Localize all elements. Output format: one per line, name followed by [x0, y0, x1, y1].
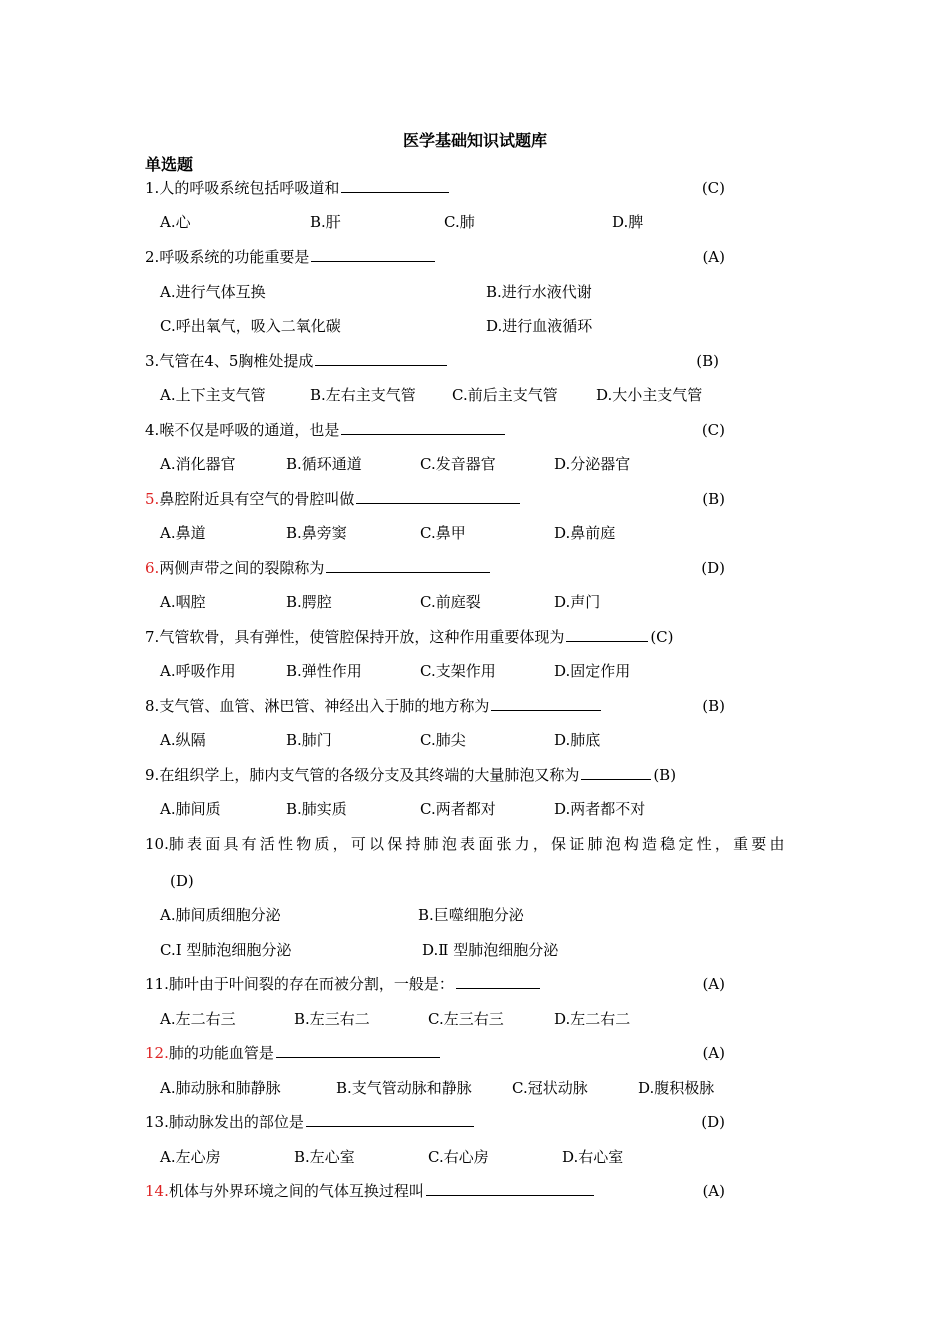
- question-text: 人的呼吸系统包括呼吸道和: [159, 179, 340, 197]
- question-number: 9.: [145, 766, 160, 784]
- answer-blank: [311, 247, 435, 262]
- answer-blank: [356, 489, 520, 504]
- answer-key: (D): [701, 559, 725, 577]
- option-d: D.脾: [612, 213, 644, 231]
- question-number: 11.: [145, 975, 169, 993]
- question-text: 肺的功能血管是: [168, 1044, 274, 1062]
- option-c: C.鼻甲: [420, 524, 466, 542]
- option-a: A.左心房: [160, 1148, 221, 1166]
- answer-key-10: (D): [170, 872, 194, 890]
- question-8: [145, 694, 725, 718]
- answer-key: (D): [701, 1113, 725, 1131]
- answer-blank: [566, 627, 648, 642]
- option-c: C.冠状动脉: [512, 1079, 588, 1097]
- option-d: D.大小主支气管: [596, 386, 703, 404]
- option-d: D.左二右二: [554, 1010, 631, 1028]
- option-b: B.肺实质: [286, 800, 347, 818]
- question-3: [145, 349, 725, 373]
- question-5: [145, 487, 725, 511]
- option-c: C.两者都对: [420, 800, 496, 818]
- option-d: D.两者都不对: [554, 800, 646, 818]
- question-12: [145, 1041, 725, 1065]
- section-heading: 单选题: [145, 155, 194, 174]
- option-d: D.固定作用: [554, 662, 631, 680]
- answer-key: (A): [702, 248, 725, 266]
- question-number: 7.: [145, 628, 160, 646]
- question-text: 气管在4、5胸椎处提成: [159, 352, 314, 370]
- option-a: A.进行气体互换: [160, 283, 266, 301]
- option-c: C.发音器官: [420, 455, 496, 473]
- option-b: B.肝: [310, 213, 341, 231]
- option-d: D.腹积极脉: [638, 1079, 715, 1097]
- option-c: C.右心房: [428, 1148, 489, 1166]
- question-13: [145, 1110, 725, 1134]
- question-9: [145, 763, 725, 787]
- option-c: C.前后主支气管: [452, 386, 558, 404]
- question-text: 肺叶由于叶间裂的存在而被分割，一般是：: [168, 975, 454, 993]
- answer-key: (A): [702, 975, 725, 993]
- question-text: 机体与外界环境之间的气体互换过程叫: [168, 1182, 424, 1200]
- question-number: 2.: [145, 248, 160, 266]
- option-c: C.呼出氧气，吸入二氧化碳: [160, 317, 341, 335]
- option-d: D.鼻前庭: [554, 524, 616, 542]
- answer-blank: [306, 1112, 474, 1127]
- answer-blank: [426, 1181, 594, 1196]
- option-a: A.咽腔: [160, 593, 206, 611]
- question-number: 6.: [145, 559, 160, 577]
- option-c: C.肺: [444, 213, 475, 231]
- option-a: A.肺间质细胞分泌: [160, 906, 281, 924]
- question-14: [145, 1179, 725, 1203]
- option-d: D.肺底: [554, 731, 601, 749]
- document-title: 医学基础知识试题库: [402, 131, 547, 150]
- question-6: [145, 556, 725, 580]
- option-b: B.巨噬细胞分泌: [418, 906, 524, 924]
- answer-key: (A): [702, 1044, 725, 1062]
- option-c: C.支架作用: [420, 662, 496, 680]
- question-4: [145, 418, 725, 442]
- option-b: B.进行水液代谢: [486, 283, 592, 301]
- answer-key: (C): [701, 421, 725, 439]
- option-d: D.右心室: [562, 1148, 624, 1166]
- option-a: A.肺动脉和肺静脉: [160, 1079, 281, 1097]
- question-number: 5.: [145, 490, 160, 508]
- question-number: 12.: [145, 1044, 169, 1062]
- option-c: C.左三右三: [428, 1010, 504, 1028]
- option-c: C.Ⅰ 型肺泡细胞分泌: [160, 941, 292, 959]
- answer-blank: [341, 420, 505, 435]
- option-d: D.声门: [554, 593, 601, 611]
- question-text: 两侧声带之间的裂隙称为: [159, 559, 325, 577]
- answer-blank: [456, 974, 540, 989]
- question-number: 1.: [145, 179, 160, 197]
- option-a: A.鼻道: [160, 524, 206, 542]
- answer-key: (B): [653, 766, 677, 784]
- answer-blank: [341, 178, 449, 193]
- option-b: B.腭腔: [286, 593, 332, 611]
- answer-key: (B): [702, 490, 725, 508]
- option-a: A.左二右三: [160, 1010, 236, 1028]
- question-number: 14.: [145, 1182, 169, 1200]
- question-text: 喉不仅是呼吸的通道，也是: [159, 421, 340, 439]
- question-11: [145, 972, 725, 996]
- answer-key: (B): [696, 352, 719, 370]
- option-d: D.进行血液循环: [486, 317, 593, 335]
- question-text: 鼻腔附近具有空气的骨腔叫做: [159, 490, 355, 508]
- option-b: B.肺门: [286, 731, 332, 749]
- answer-blank: [326, 558, 490, 573]
- question-text: 肺动脉发出的部位是: [168, 1113, 304, 1131]
- answer-blank: [315, 351, 447, 366]
- option-b: B.左右主支气管: [310, 386, 416, 404]
- answer-key: (C): [650, 628, 674, 646]
- question-10: [145, 832, 805, 856]
- option-b: B.弹性作用: [286, 662, 362, 680]
- question-text: 肺表面具有活性物质，可以保持肺泡表面张力，保证肺泡构造稳定性，重要由: [168, 835, 788, 853]
- option-d: D.Ⅱ 型肺泡细胞分泌: [422, 941, 559, 959]
- option-b: B.支气管动脉和静脉: [336, 1079, 472, 1097]
- question-2: [145, 245, 725, 269]
- option-d: D.分泌器官: [554, 455, 631, 473]
- answer-key: (B): [702, 697, 725, 715]
- question-7: [145, 625, 725, 649]
- option-a: A.呼吸作用: [160, 662, 236, 680]
- answer-blank: [491, 696, 601, 711]
- question-number: 8.: [145, 697, 160, 715]
- option-a: A.消化器官: [160, 455, 236, 473]
- option-c: C.前庭裂: [420, 593, 481, 611]
- question-number: 3.: [145, 352, 160, 370]
- question-text: 支气管、血管、淋巴管、神经出入于肺的地方称为: [159, 697, 490, 715]
- option-b: B.左心室: [294, 1148, 355, 1166]
- question-text: 气管软骨，具有弹性，使管腔保持开放，这种作用重要体现为: [159, 628, 565, 646]
- answer-blank: [581, 765, 651, 780]
- question-text: 在组织学上，肺内支气管的各级分支及其终端的大量肺泡又称为: [159, 766, 580, 784]
- answer-key: (A): [702, 1182, 725, 1200]
- option-a: A.上下主支气管: [160, 386, 266, 404]
- question-number: 10.: [145, 835, 169, 853]
- answer-blank: [276, 1043, 440, 1058]
- question-number: 4.: [145, 421, 160, 439]
- answer-key: (C): [701, 179, 725, 197]
- option-a: A.心: [160, 213, 191, 231]
- option-b: B.循环通道: [286, 455, 362, 473]
- option-a: A.纵隔: [160, 731, 206, 749]
- option-b: B.左三右二: [294, 1010, 370, 1028]
- option-a: A.肺间质: [160, 800, 221, 818]
- option-c: C.肺尖: [420, 731, 466, 749]
- question-text: 呼吸系统的功能重要是: [159, 248, 310, 266]
- question-number: 13.: [145, 1113, 169, 1131]
- question-1: [145, 176, 725, 200]
- option-b: B.鼻旁窦: [286, 524, 347, 542]
